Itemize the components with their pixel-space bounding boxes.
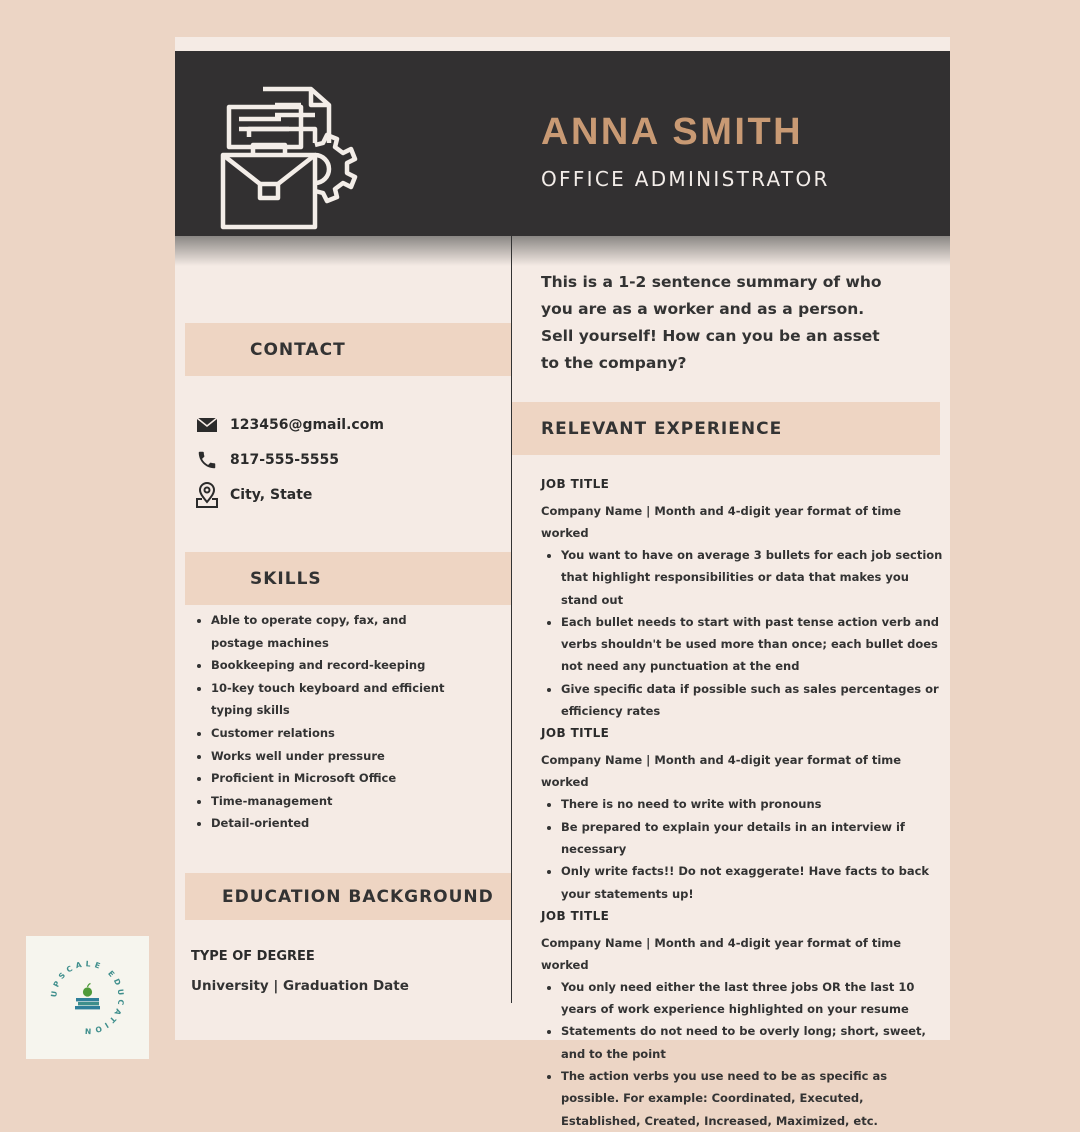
list-item: • Each bullet needs to start with past tense action verb and verbs shouldn't be used more than once; each bullet does not need any punctuation at the end: [561, 611, 946, 678]
list-item: • Customer relations: [211, 722, 454, 745]
header-shadow: [175, 236, 950, 266]
brand-logo: [26, 936, 149, 1059]
job-company: Company Name | Month and 4-digit year format of time worked: [541, 753, 902, 790]
contact-phone-text: 817-555-5555: [230, 451, 340, 468]
skills-list: [194, 609, 454, 835]
list-item: • Give specific data if possible such as sales percentages or efficiency rates: [561, 678, 946, 723]
job-entry: [541, 905, 946, 1132]
university-line: University | Graduation Date: [191, 978, 409, 994]
job-company: Company Name | Month and 4-digit year format of time worked: [541, 504, 902, 540]
resume-page: [175, 37, 950, 1128]
skills-heading-bar: [185, 552, 511, 605]
list-item: • Works well under pressure: [211, 745, 454, 768]
apple-books-icon: [75, 984, 100, 1010]
phone-icon: [195, 448, 219, 472]
contact-list: [195, 407, 384, 512]
job-title: JOB TITLE: [541, 726, 610, 741]
contact-location-text: City, State: [230, 486, 313, 503]
job-entry: [541, 473, 946, 722]
summary-paragraph: This is a 1-2 sentence summary of who you are as a worker and as a person. Sell yourself! How can you be an asset to the company?: [541, 273, 882, 372]
list-item: • Statements do not need to be overly long; short, sweet, and to the point: [561, 1020, 946, 1065]
svg-text:UPSCALE EDUCATION: [49, 959, 126, 1035]
job-title: JOB TITLE: [541, 477, 610, 491]
list-item: • Be prepared to explain your details in an interview if necessary: [561, 816, 946, 861]
brand-badge: [26, 936, 149, 1059]
briefcase-documents-gear-icon: [219, 85, 369, 235]
skills-heading: SKILLS: [250, 569, 322, 589]
list-item: • You want to have on average 3 bullets for each job section that highlight responsibilities or data that makes you stand out: [561, 544, 946, 611]
list-item: • Time-management: [211, 790, 454, 813]
education-heading-bar: [185, 873, 511, 920]
brand-text: UPSCALE EDUCATION: [49, 959, 126, 1036]
contact-heading: CONTACT: [250, 340, 346, 360]
contact-location[interactable]: [195, 477, 384, 512]
list-item: • Bookkeeping and record-keeping: [211, 654, 454, 677]
job-company: Company Name | Month and 4-digit year format of time worked: [541, 935, 902, 972]
experience-heading: RELEVANT EXPERIENCE: [541, 419, 783, 439]
experience-heading-bar: [512, 402, 940, 455]
list-item: • Detail-oriented: [211, 812, 454, 835]
list-item: • There is no need to write with pronouns: [561, 793, 946, 815]
map-pin-icon: [195, 483, 219, 507]
contact-email[interactable]: [195, 407, 384, 442]
degree-type: TYPE OF DEGREE: [191, 949, 315, 964]
education-heading: EDUCATION BACKGROUND: [222, 887, 494, 907]
list-item: • Able to operate copy, fax, and postage machines: [211, 609, 454, 654]
contact-email-text: 123456@gmail.com: [230, 416, 384, 433]
experience-list: [541, 473, 946, 1132]
job-title: JOB TITLE: [541, 908, 610, 923]
candidate-role: OFFICE ADMINISTRATOR: [541, 167, 830, 191]
column-divider: [511, 236, 512, 1003]
list-item: • The action verbs you use need to be as specific as possible. For example: Coordinated, Executed, Established, Created, Increased, Maximized, etc.: [561, 1065, 946, 1132]
list-item: • 10-key touch keyboard and efficient typing skills: [211, 677, 454, 722]
resume-header: [175, 51, 950, 236]
contact-phone[interactable]: [195, 442, 384, 477]
list-item: • Only write facts!! Do not exaggerate! Have facts to back your statements up!: [561, 860, 946, 905]
candidate-name: ANNA SMITH: [541, 111, 804, 153]
list-item: • Proficient in Microsoft Office: [211, 767, 454, 790]
envelope-icon: [195, 413, 219, 437]
contact-heading-bar: [185, 323, 511, 376]
job-entry: [541, 722, 946, 904]
list-item: • You only need either the last three jobs OR the last 10 years of work experience highlighted on your resume: [561, 976, 946, 1021]
